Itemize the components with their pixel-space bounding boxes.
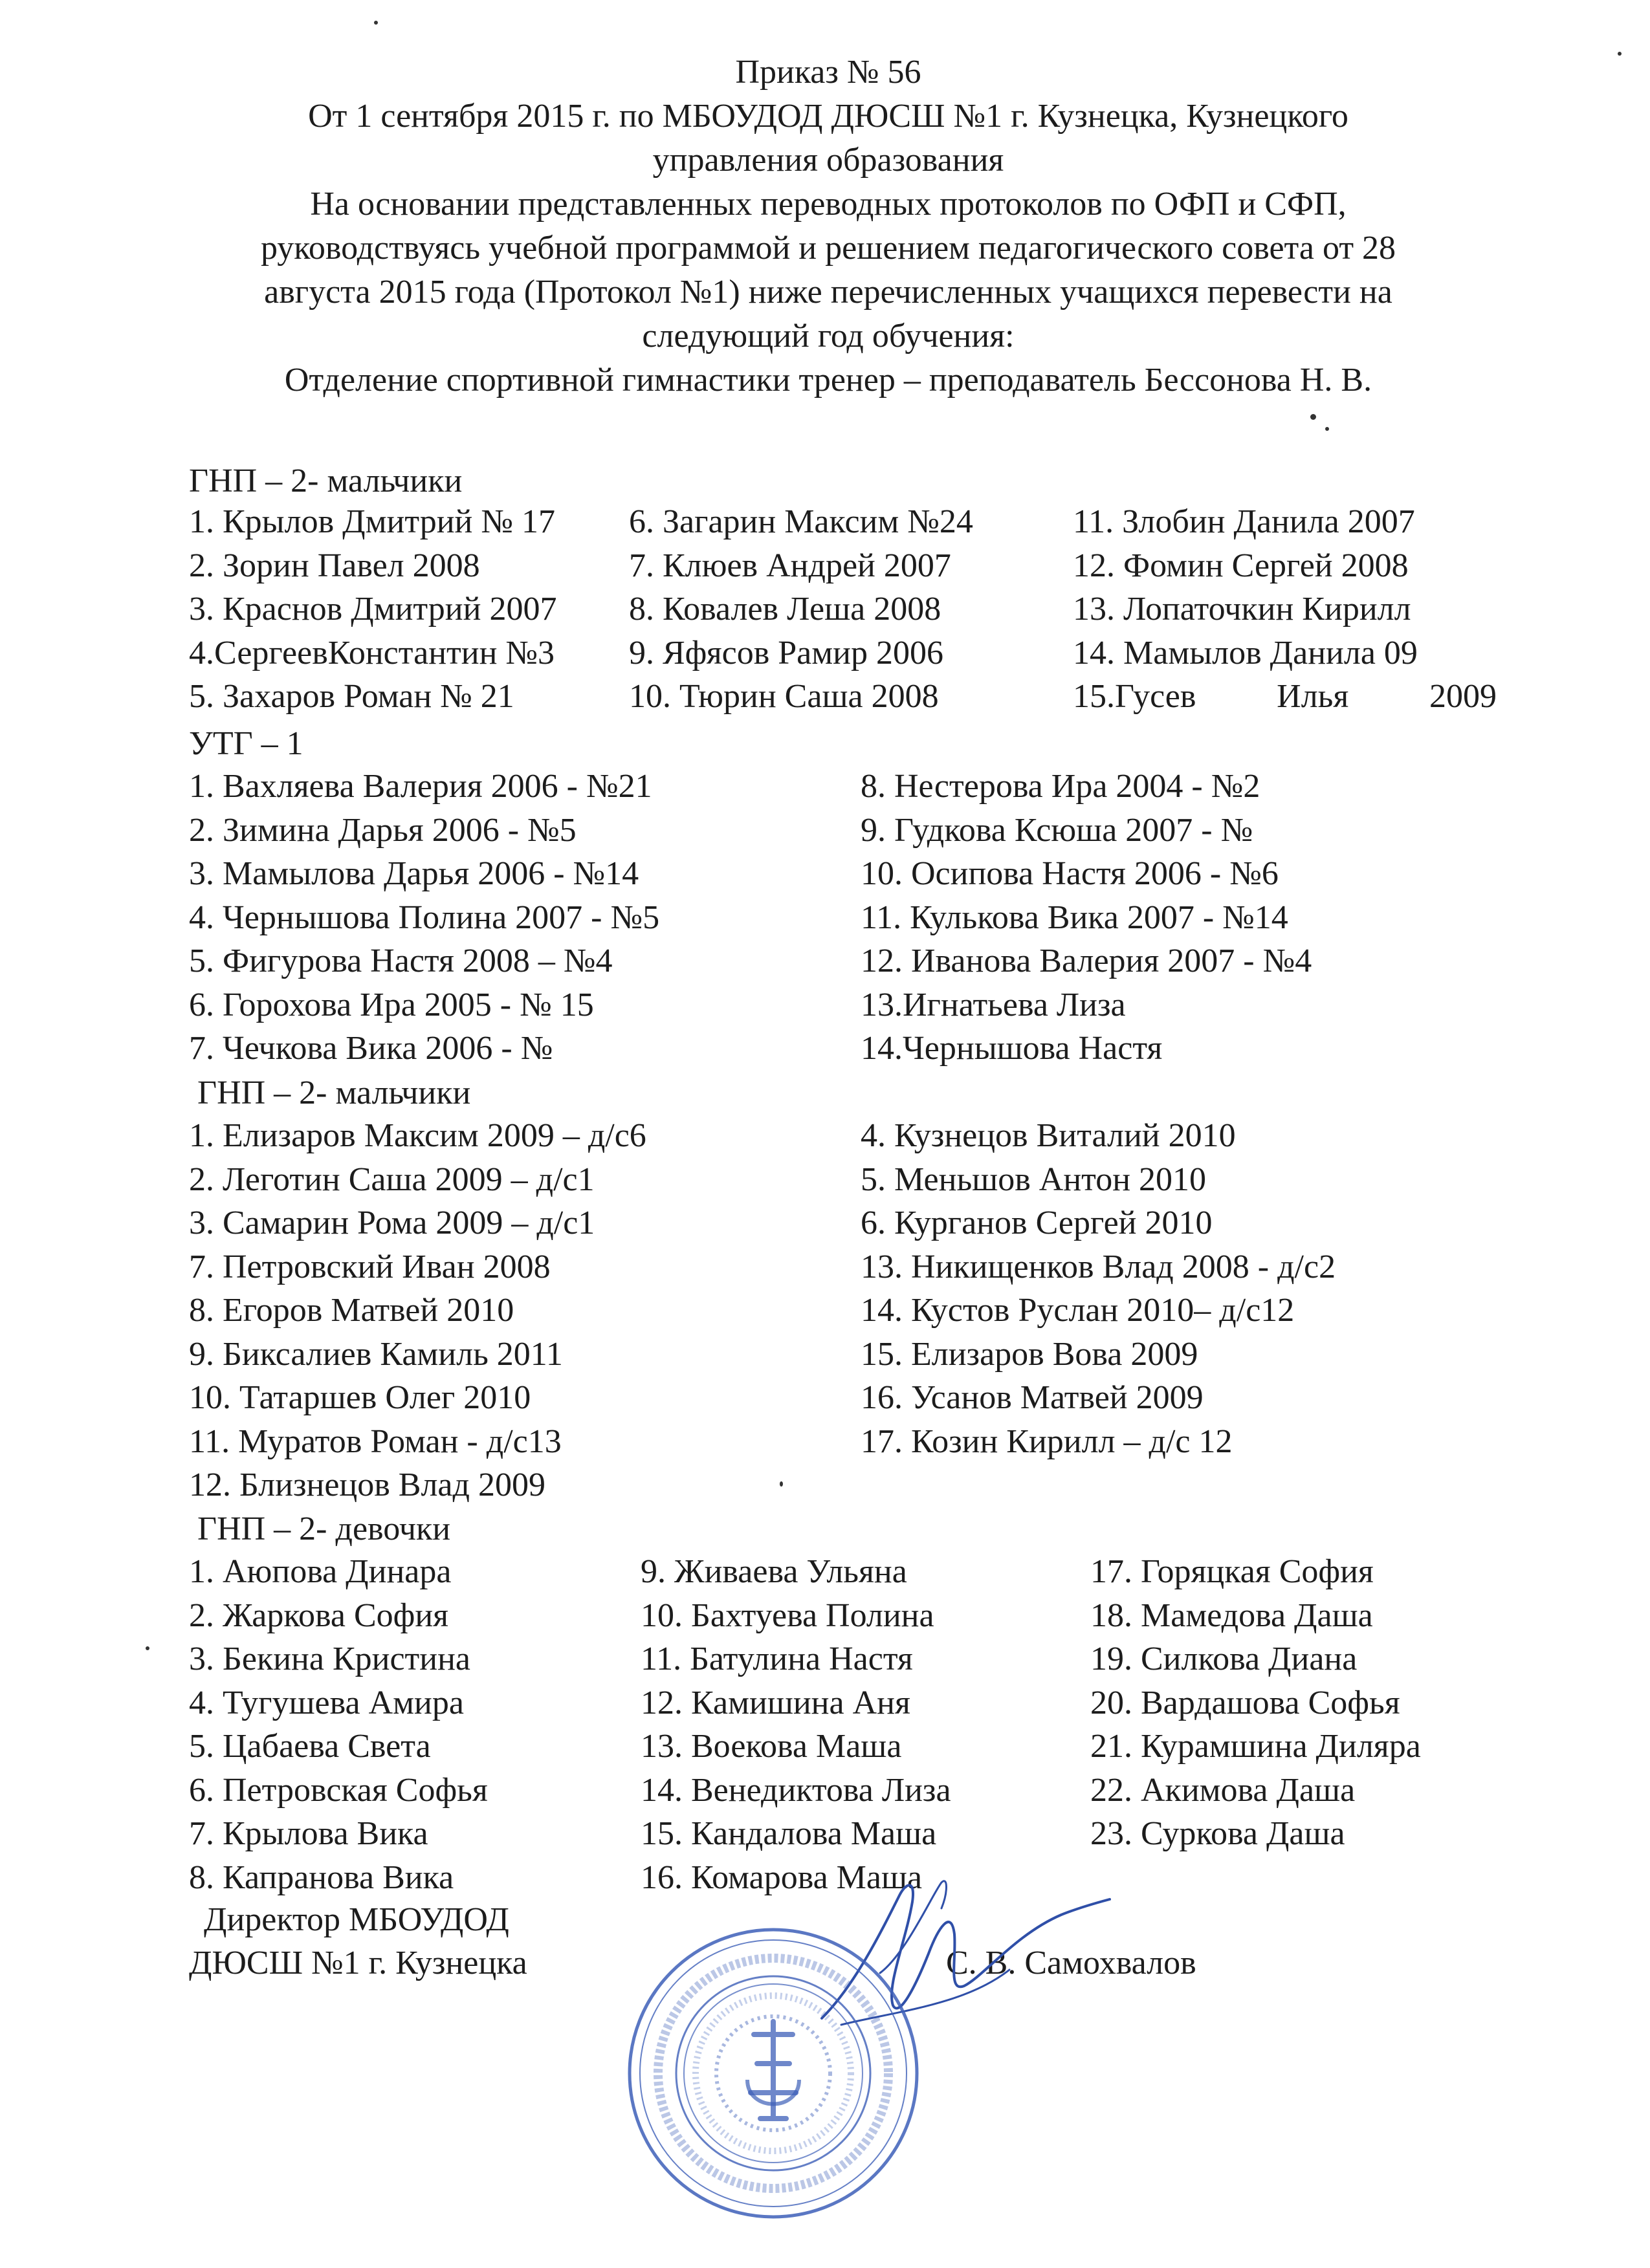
director-title-line2: ДЮСШ №1 г. Кузнецка	[189, 1945, 527, 1981]
list-item: 5. Цабаева Света	[189, 1728, 431, 1765]
list-item: 11. Злобин Данила 2007	[1073, 503, 1415, 540]
list-item: 10. Осипова Настя 2006 - №6	[861, 855, 1279, 892]
list-item: 10. Бахтуева Полина	[641, 1597, 934, 1634]
list-item: 20. Вардашова Софья	[1090, 1684, 1400, 1721]
scan-speck	[146, 1646, 149, 1650]
list-item: 7. Клюев Андрей 2007	[629, 547, 951, 584]
list-item: 14. Венедиктова Лиза	[641, 1771, 951, 1809]
list-item: 21. Курамшина Диляра	[1090, 1728, 1421, 1765]
section2-column-1	[189, 765, 659, 1071]
list-item: 6. Горохова Ира 2005 - № 15	[189, 986, 594, 1023]
list-item: 3. Бекина Кристина	[189, 1641, 470, 1677]
section-title: ГНП – 2- девочки	[197, 1510, 451, 1547]
section1-column-1	[189, 500, 556, 719]
list-item: 3. Краснов Дмитрий 2007	[189, 591, 557, 627]
list-item: 6. Курганов Сергей 2010	[861, 1205, 1213, 1241]
section4-column-1	[189, 1550, 488, 1899]
scan-speck	[1325, 427, 1329, 431]
section1-column-2	[629, 500, 973, 719]
order-header	[162, 50, 1495, 402]
list-item: 15.Гусев Илья 2009	[1073, 678, 1497, 715]
list-item: 18. Мамедова Даша	[1090, 1597, 1373, 1634]
section-title: ГНП – 2- мальчики	[197, 1074, 471, 1111]
list-item: 1. Аюпова Динара	[189, 1553, 452, 1590]
list-item: 12. Иванова Валерия 2007 - №4	[861, 943, 1312, 979]
list-item: 2. Леготин Саша 2009 – д/с1	[189, 1161, 595, 1198]
order-basis-line: августа 2015 года (Протокол №1) ниже перечисленных учащихся перевести на	[264, 274, 1392, 311]
order-date-line: От 1 сентября 2015 г. по МБОУДОД ДЮСШ №1 г. Кузнецка, Кузнецкого	[308, 98, 1348, 135]
list-item: 3. Мамылова Дарья 2006 - №14	[189, 855, 639, 892]
list-item: 13. Никищенков Влад 2008 - д/с2	[861, 1248, 1336, 1285]
list-item: 15. Елизаров Вова 2009	[861, 1335, 1198, 1373]
list-item: 14. Кустов Руслан 2010– д/с12	[861, 1292, 1295, 1329]
list-item: 17. Горяцкая София	[1090, 1553, 1374, 1590]
list-item: 10. Тюрин Саша 2008	[629, 678, 939, 715]
list-item: 13. Лопаточкин Кирилл	[1073, 591, 1411, 627]
list-item: 10. Татаршев Олег 2010	[189, 1379, 531, 1416]
list-item: 12. Близнецов Влад 2009	[189, 1467, 545, 1503]
list-item: 4. Тугушева Амира	[189, 1684, 464, 1721]
institution-stamp	[624, 1925, 922, 2222]
list-item: 4. Кузнецов Виталий 2010	[861, 1117, 1236, 1154]
department-line: Отделение спортивной гимнастики тренер – преподаватель Бессонова Н. В.	[284, 362, 1372, 398]
list-item: 8. Егоров Матвей 2010	[189, 1292, 514, 1329]
list-item: 22. Акимова Даша	[1090, 1771, 1356, 1809]
list-item: 6. Петровская Софья	[189, 1771, 488, 1809]
list-item: 2. Зорин Павел 2008	[189, 547, 480, 584]
list-item: 13. Воекова Маша	[641, 1728, 902, 1765]
list-item: 14. Мамылов Данила 09	[1073, 634, 1418, 671]
list-item: 5. Меньшов Антон 2010	[861, 1161, 1207, 1198]
list-item: 11. Батулина Настя	[641, 1641, 913, 1677]
list-item: 2. Зимина Дарья 2006 - №5	[189, 811, 577, 849]
director-title-line1: Директор МБОУДОД	[204, 1901, 509, 1938]
section4-column-2	[641, 1550, 951, 1899]
section-title: УТГ – 1	[189, 725, 303, 762]
list-item: 3. Самарин Рома 2009 – д/с1	[189, 1205, 595, 1241]
list-item: 1. Елизаров Максим 2009 – д/с6	[189, 1117, 646, 1154]
list-item: 12. Фомин Сергей 2008	[1073, 547, 1409, 584]
director-name: С. В. Самохвалов	[946, 1945, 1196, 1981]
list-item: 5. Фигурова Настя 2008 – №4	[189, 943, 613, 979]
section-title: ГНП – 2- мальчики	[189, 463, 463, 499]
list-item: 7. Петровский Иван 2008	[189, 1248, 551, 1285]
list-item: 11. Кулькова Вика 2007 - №14	[861, 899, 1288, 936]
section3-column-1	[189, 1114, 646, 1507]
order-title: Приказ № 56	[735, 54, 921, 91]
scan-speck	[1310, 414, 1316, 420]
list-item: 1. Вахляева Валерия 2006 - №21	[189, 768, 652, 805]
list-item: 9. Живаева Ульяна	[641, 1553, 907, 1590]
scan-speck	[1618, 52, 1622, 56]
list-item: 9. Гудкова Ксюша 2007 - №	[861, 811, 1253, 849]
list-item: 16. Усанов Матвей 2009	[861, 1379, 1204, 1416]
order-basis-line: следующий год обучения:	[642, 318, 1015, 354]
list-item: 14.Чернышова Настя	[861, 1030, 1163, 1067]
scan-speck	[780, 1481, 783, 1487]
list-item: 8. Нестерова Ира 2004 - №2	[861, 768, 1260, 805]
list-item: 12. Камишина Аня	[641, 1684, 910, 1721]
section4-column-3	[1090, 1550, 1421, 1856]
list-item: 17. Козин Кирилл – д/с 12	[861, 1423, 1233, 1460]
list-item: 7. Крылова Вика	[189, 1815, 428, 1852]
order-org-line: управления образования	[652, 142, 1004, 179]
list-item: 2. Жаркова София	[189, 1597, 449, 1634]
list-item: 9. Биксалиев Камиль 2011	[189, 1335, 563, 1373]
order-basis-line: На основании представленных переводных протоколов по ОФП и СФП,	[310, 186, 1347, 223]
list-item: 1. Крылов Дмитрий № 17	[189, 503, 555, 540]
list-item: 11. Муратов Роман - д/с13	[189, 1423, 562, 1460]
list-item: 19. Силкова Диана	[1090, 1641, 1358, 1677]
order-basis-line: руководствуясь учебной программой и решением педагогического совета от 28	[260, 230, 1396, 267]
list-item: 16. Комарова Маша	[641, 1859, 923, 1896]
list-item: 7. Чечкова Вика 2006 - №	[189, 1030, 553, 1067]
list-item: 5. Захаров Роман № 21	[189, 678, 514, 715]
list-item: 8. Ковалев Леша 2008	[629, 591, 941, 627]
list-item: 23. Суркова Даша	[1090, 1815, 1345, 1852]
section1-column-3	[1073, 500, 1497, 719]
list-item: 8. Капранова Вика	[189, 1859, 454, 1896]
section3-column-2	[861, 1114, 1336, 1463]
scan-speck	[374, 21, 378, 25]
section2-column-2	[861, 765, 1312, 1071]
list-item: 4. Чернышова Полина 2007 - №5	[189, 899, 660, 936]
list-item: 9. Яфясов Рамир 2006	[629, 634, 943, 671]
list-item: 6. Загарин Максим №24	[629, 503, 973, 540]
list-item: 13.Игнатьева Лиза	[861, 986, 1126, 1023]
list-item: 15. Кандалова Маша	[641, 1815, 937, 1852]
list-item: 4.СергеевКонстантин №3	[189, 634, 555, 671]
